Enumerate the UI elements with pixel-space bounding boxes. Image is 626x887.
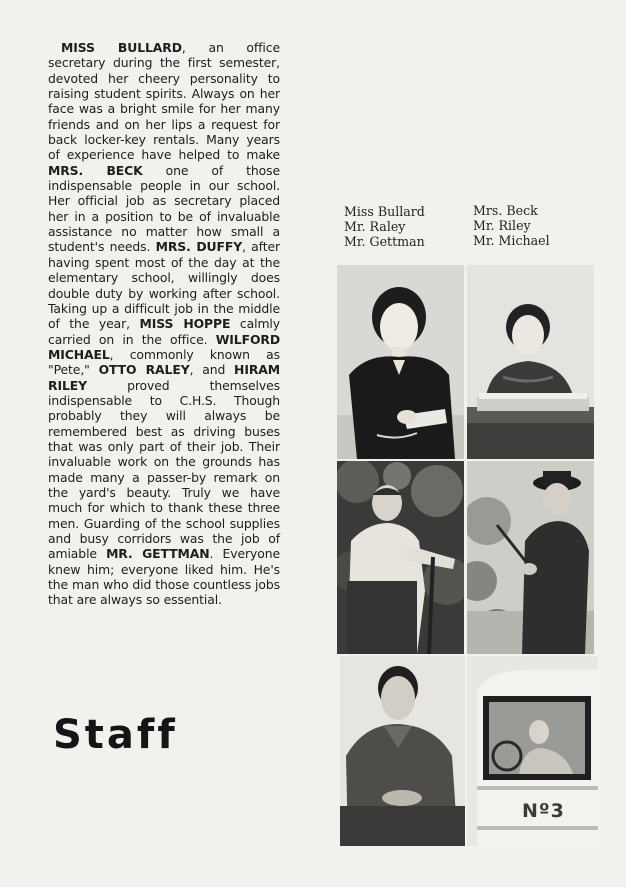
photo-mr-riley	[467, 461, 594, 654]
bus-number-plate: Nº3	[522, 800, 565, 822]
caption-left-column	[344, 204, 425, 249]
section-title: Staff	[53, 712, 178, 758]
name-mrs-beck: MRS. BECK	[48, 162, 143, 178]
photo-mr-raley	[337, 461, 464, 654]
caption-name: Miss Bullard	[344, 204, 425, 219]
article-text: , an office secretary during the first semester, devoted her cheery personality to raising student spirits. Always on her face was a bright smile for her many friends and on her lips a request for back locker-key rentals. Many years of experience have helped to make	[48, 40, 280, 163]
name-miss-hoppe: MISS HOPPE	[139, 316, 231, 332]
caption-name: Mr. Riley	[473, 218, 531, 233]
article-text: , and	[189, 362, 235, 378]
name-mr-gettman: MR. GETTMAN	[106, 546, 210, 562]
staff-article	[48, 40, 280, 608]
article-text: , commonly known as "Pete,"	[48, 346, 280, 378]
article-text: . Everyone knew him; everyone liked him. He's the man who did those countless jobs that are always so essential.	[48, 546, 280, 608]
caption-name: Mr. Raley	[344, 219, 406, 234]
photo-mr-gettman	[340, 656, 465, 846]
article-text: one of those indispensable people in our school. Her official job as secretary placed her in a position to be of invaluable assistance no matter how small a student's needs.	[48, 162, 280, 255]
caption-name: Mr. Michael	[473, 233, 550, 248]
name-miss-bullard: MISS BULLARD	[61, 40, 182, 55]
article-text: , after having spent most of the day at the elementary school, willingly does double duty by working after school. Taking up a difficult job in the middle of the year,	[48, 239, 280, 332]
article-text: proved themselves indispensable to C.H.S. Though probably they will always be remembered best as driving buses that was only part of their job. Their invaluable work on the grounds has made many a passer-by remark on the yard's beauty. Truly we have much for which to thank these three men. Guarding of the school supplies and busy corridors was the job of amiable	[48, 377, 280, 562]
photo-mrs-beck	[467, 265, 594, 459]
name-mrs-duffy: MRS. DUFFY	[155, 239, 243, 255]
photo-miss-bullard	[337, 265, 464, 459]
name-wilford-michael: WILFORD MICHAEL	[48, 331, 280, 362]
name-otto-raley: OTTO RALEY	[98, 362, 190, 378]
caption-name: Mr. Gettman	[344, 234, 425, 249]
article-text: calmly carried on in the office.	[48, 316, 280, 347]
caption-name: Mrs. Beck	[473, 203, 538, 218]
name-hiram-riley: HIRAM RILEY	[48, 362, 280, 393]
caption-right-column	[473, 203, 550, 248]
